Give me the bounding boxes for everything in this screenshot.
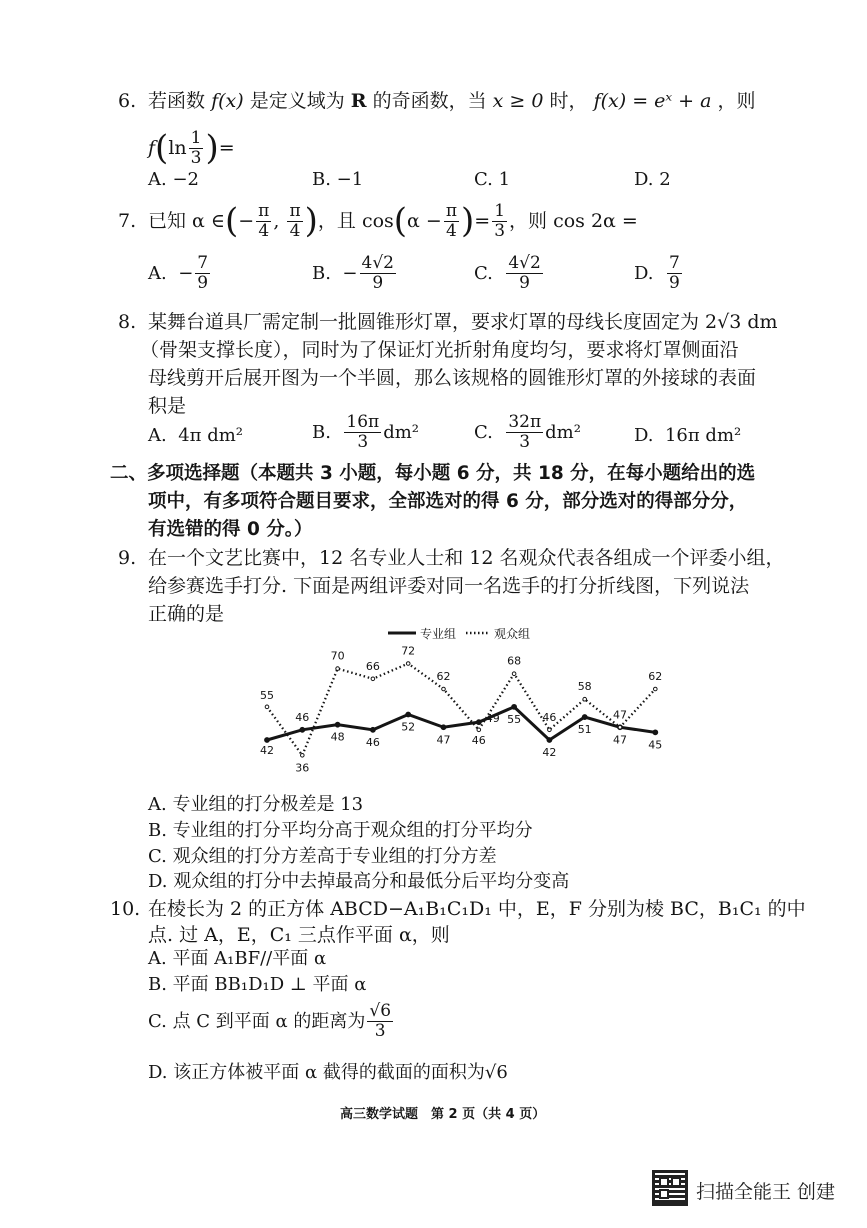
q9-option-c: C. 观众组的打分方差高于专业组的打分方差	[148, 846, 497, 867]
data-point	[442, 687, 446, 691]
data-point	[371, 727, 376, 732]
q8-line4: 积是	[148, 395, 187, 417]
q10-line2: 点. 过 A，E，C₁ 三点作平面 α，则	[148, 924, 450, 946]
data-point	[265, 738, 270, 743]
data-point	[406, 662, 410, 666]
data-point	[653, 730, 658, 735]
q9-line-chart	[240, 618, 710, 788]
q6-option-d: D. 2	[634, 169, 671, 190]
data-label: 47	[436, 733, 451, 747]
section2-line3: 有选错的得 0 分。）	[148, 519, 313, 540]
q9-line1: 在一个文艺比赛中，12 名专业人士和 12 名观众代表各组成一个评委小组，	[148, 547, 785, 569]
q6-definition: f(x) = eˣ + a	[593, 90, 712, 112]
q7-stem: 已知 α ∈ ( − $\frac{\pi}{4}$ , $\frac{\pi}{4}$ ) ，且 cos ( α − $\frac{\pi}{4}$ ) = $\frac{1}{3}$ ，则 cos 2α =	[148, 200, 638, 241]
data-label: 36	[295, 761, 310, 775]
data-point	[265, 705, 269, 709]
data-label: 46	[365, 735, 380, 749]
q10-option-d: D. 该正方体被平面 α 截得的截面的面积为√6	[148, 1062, 508, 1083]
data-label: 58	[577, 680, 592, 694]
data-label: 66	[365, 659, 380, 673]
data-point	[371, 677, 375, 681]
data-point	[512, 672, 516, 676]
q7-option-c: C. $\frac{4√2}{9}$	[474, 253, 541, 293]
data-point	[301, 754, 305, 758]
data-label: 48	[330, 730, 345, 744]
q8-option-b: B. $\frac{16\pi}{3}$ dm²	[312, 412, 420, 452]
data-point	[300, 727, 305, 732]
data-label: 47	[613, 733, 627, 747]
data-label: 49	[485, 712, 500, 726]
legend-label-audience: 观众组	[494, 627, 531, 641]
q7-interval-low: $\frac{\pi}{4}$	[258, 200, 270, 241]
q7-option-b: B. − $\frac{4√2}{9}$	[312, 253, 394, 293]
data-point	[406, 712, 411, 717]
page-footer: 高三数学试题 第 2 页（共 4 页）	[340, 1107, 546, 1122]
section2-line1: 二、多项选择题（本题共 3 小题，每小题 6 分，共 18 分，在每小题给出的选	[110, 463, 756, 484]
data-point	[476, 720, 481, 725]
chart-legend	[388, 626, 530, 641]
q6-text-a: 若函数	[148, 90, 206, 112]
data-point	[336, 667, 340, 671]
legend-label-professional: 专业组	[420, 627, 457, 641]
q6-ln: ln	[168, 137, 187, 159]
q6-text-b: 是定义域为	[249, 90, 345, 112]
data-label: 51	[577, 723, 592, 737]
data-point	[477, 728, 481, 732]
data-label: 70	[330, 649, 345, 663]
data-label: 46	[542, 710, 557, 724]
q6-eq: =	[218, 137, 235, 159]
series-line-professional	[267, 707, 655, 740]
data-point	[512, 704, 517, 709]
q7-number: 7.	[118, 210, 137, 232]
q8-number: 8.	[118, 311, 137, 333]
data-point	[441, 725, 446, 730]
q8-option-c: C. $\frac{32\pi}{3}$ dm²	[474, 412, 581, 452]
q9-option-d: D. 观众组的打分中去掉最高分和最低分后平均分变高	[148, 871, 570, 892]
q6-f: f	[148, 137, 156, 159]
q6-text-d: 时，	[549, 90, 588, 112]
q9-number: 9.	[118, 547, 137, 569]
q7-arg: α −	[407, 210, 442, 232]
data-label: 72	[401, 644, 416, 658]
q6-text-c: 的奇函数，当	[372, 90, 487, 112]
q9-option-b: B. 专业组的打分平均分高于观众组的打分平均分	[148, 820, 533, 841]
q7-interval-high: $\frac{\pi}{4}$	[289, 200, 301, 241]
q8-option-a: A. 4π dm²	[148, 425, 243, 446]
series-line-audience	[267, 664, 655, 756]
data-label: 42	[260, 744, 274, 757]
q10-line1: 在棱长为 2 的正方体 ABCD−A₁B₁C₁D₁ 中，E，F 分别为棱 BC，B₁C₁ 的中	[148, 898, 806, 920]
q7-mid: ，且 cos	[317, 210, 394, 232]
q9-line2: 给参赛选手打分. 下面是两组评委对同一名选手的打分折线图，下列说法	[148, 575, 750, 597]
q6-fx: f(x)	[211, 90, 244, 112]
q7-option-a: A. − $\frac{7}{9}$	[148, 253, 209, 293]
q6-text-e: ，则	[717, 90, 756, 112]
data-label: 62	[436, 670, 451, 683]
q10-number: 10.	[110, 898, 141, 920]
q9-option-a: A. 专业组的打分极差是 13	[148, 794, 364, 815]
data-label: 55	[507, 712, 522, 726]
data-point	[618, 725, 622, 729]
q7-arg-fraction: $\frac{\pi}{4}$	[445, 200, 458, 241]
qr-code-icon	[652, 1170, 688, 1206]
data-point	[582, 715, 587, 720]
q10-option-a: A. 平面 A₁BF//平面 α	[148, 948, 327, 969]
q6-fraction: $\frac{1}{3}$	[190, 127, 202, 168]
scanner-watermark: 扫描全能王 创建	[696, 1181, 836, 1203]
data-point	[548, 728, 552, 732]
q7-option-d: D. $\frac{7}{9}$	[634, 253, 680, 293]
section2-line2: 项中，有多项符合题目要求，全部选对的得 6 分，部分选对的得部分分，	[148, 491, 748, 512]
data-label: 46	[295, 710, 310, 724]
q10-option-b: B. 平面 BB₁D₁D ⊥ 平面 α	[148, 974, 367, 995]
q8-line2: （骨架支撑长度），同时为了保证灯光折射角度均匀，要求将灯罩侧面沿	[140, 339, 739, 361]
q8-line3: 母线剪开后展开图为一个半圆，那么该规格的圆锥形灯罩的外接球的表面	[148, 367, 757, 389]
data-label: 55	[260, 688, 274, 702]
data-label: 47	[613, 708, 627, 722]
data-label: 68	[507, 654, 522, 668]
data-label: 45	[648, 738, 663, 752]
q6-option-c: C. 1	[474, 169, 511, 190]
q9-line3: 正确的是	[148, 603, 225, 625]
q6-option-a: A. −2	[148, 169, 199, 190]
q10-option-c: C. 点 C 到平面 α 的距离为 $\frac{√6}{3}$	[148, 1001, 392, 1041]
data-point	[547, 738, 552, 743]
data-label: 46	[471, 733, 486, 747]
data-label: 52	[401, 720, 416, 734]
data-point	[583, 697, 587, 701]
q6-stem-line2: f ( ln $\frac{1}{3}$ ) =	[148, 127, 235, 168]
q7-eq: =	[474, 210, 491, 232]
q7-pre: 已知 α ∈	[148, 210, 225, 232]
data-point	[335, 722, 340, 727]
data-label: 42	[542, 746, 557, 759]
q6-condition: x ≥ 0	[492, 90, 544, 112]
data-point	[654, 687, 658, 691]
q6-number: 6.	[118, 90, 137, 112]
q8-option-d: D. 16π dm²	[634, 425, 742, 446]
q7-tail: ，则 cos 2α =	[509, 210, 638, 232]
q7-rhs-fraction: $\frac{1}{3}$	[494, 200, 506, 241]
q8-line1: 某舞台道具厂需定制一批圆锥形灯罩，要求灯罩的母线长度固定为 2√3 dm	[148, 311, 778, 333]
data-label: 62	[648, 670, 663, 683]
q6-stem-line1	[148, 89, 756, 113]
q6-option-b: B. −1	[312, 169, 364, 190]
q6-R: R	[350, 90, 367, 112]
